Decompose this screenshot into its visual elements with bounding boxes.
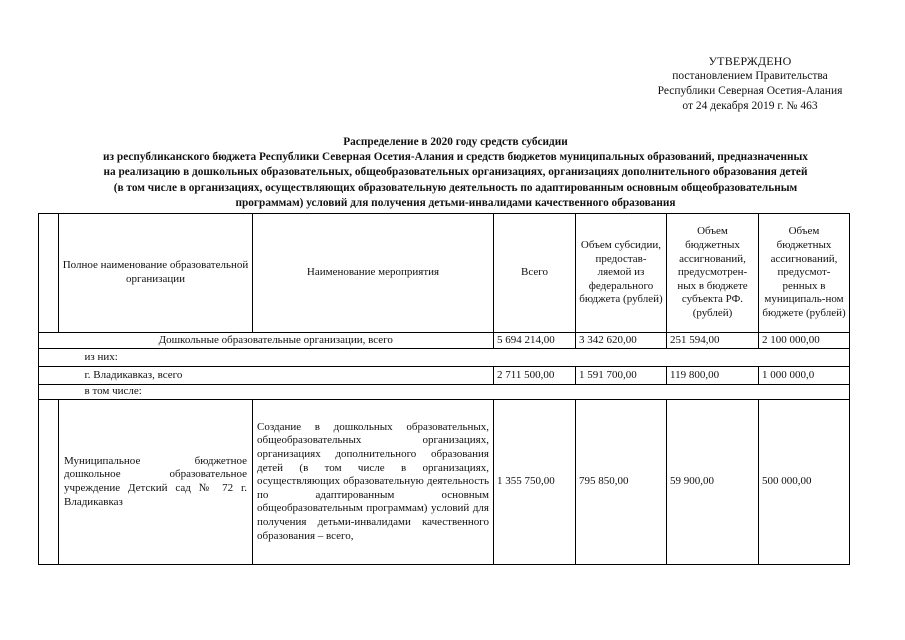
approval-line-1: постановлением Правительства — [672, 70, 828, 82]
distribution-table — [38, 213, 850, 565]
table-row-preschool-total — [39, 333, 850, 349]
institution-activity: Создание в дошкольных образовательных, общеобразовательных организациях, организациях дополнительного образования детей (в том числе в организациях, осуществляющих образовательную деятельность по адаптированным основным общеобразовательным программам) условий для получения детьми-инвалидами качественного образования – всего, — [253, 400, 494, 565]
spacer-cell — [39, 349, 59, 367]
header-federal: Объем субсидии, предостав-ляемой из федерального бюджета (рублей) — [576, 214, 667, 333]
preschool-total-label: Дошкольные образовательные организации, всего — [59, 333, 494, 349]
document-title — [38, 135, 873, 211]
preschool-total-municipal: 2 100 000,00 — [759, 333, 850, 349]
header-spacer-cell — [39, 214, 59, 333]
preschool-total-regional: 251 594,00 — [667, 333, 759, 349]
vladikavkaz-regional: 119 800,00 — [667, 367, 759, 385]
document-title-line-2: из республиканского бюджета Республики Северная Осетия-Алания и средств бюджетов муниципальных образований, предназначенных — [103, 151, 808, 164]
spacer-cell — [39, 367, 59, 385]
document-title-line-4: (в том числе в организациях, осуществляющих образовательную деятельность по адаптированным основным общеобразовательным — [113, 181, 798, 194]
table-row-institution — [39, 400, 850, 565]
institution-total: 1 355 750,00 — [494, 400, 576, 565]
approval-block — [620, 54, 880, 114]
document-title-line-3: на реализацию в дошкольных образовательных, общеобразовательных организациях, организациях дополнительного образования детей — [103, 166, 808, 179]
spacer-cell — [39, 400, 59, 565]
table-row-including — [39, 385, 850, 400]
preschool-total-federal: 3 342 620,00 — [576, 333, 667, 349]
header-municipal: Объем бюджетных ассигнований, предусмот-ренных в муниципаль-ном бюджете (рублей) — [759, 214, 850, 333]
table-header-row — [39, 214, 850, 333]
institution-federal: 795 850,00 — [576, 400, 667, 565]
vladikavkaz-label: г. Владикавказ, всего — [59, 367, 494, 385]
including-label: в том числе: — [59, 385, 850, 400]
of-which-label: из них: — [59, 349, 850, 367]
table-row-of-which — [39, 349, 850, 367]
approval-line-2: Республики Северная Осетия-Алания — [657, 85, 843, 97]
header-regional: Объем бюджетных ассигнований, предусмотрен-ных в бюджете субъекта РФ. (рублей) — [667, 214, 759, 333]
preschool-total-sum: 5 694 214,00 — [494, 333, 576, 349]
vladikavkaz-municipal: 1 000 000,0 — [759, 367, 850, 385]
spacer-cell — [39, 385, 59, 400]
institution-municipal: 500 000,00 — [759, 400, 850, 565]
table-row-vladikavkaz — [39, 367, 850, 385]
approval-line-3: от 24 декабря 2019 г. № 463 — [682, 100, 818, 112]
spacer-cell — [39, 333, 59, 349]
institution-regional: 59 900,00 — [667, 400, 759, 565]
approval-title: УТВЕРЖДЕНО — [708, 54, 792, 68]
institution-name: Муниципальное бюджетное дошкольное образовательное учреждение Детский сад № 72 г. Владикавказ — [59, 400, 253, 565]
vladikavkaz-total: 2 711 500,00 — [494, 367, 576, 385]
header-org-name: Полное наименование образовательной организации — [59, 214, 253, 333]
vladikavkaz-federal: 1 591 700,00 — [576, 367, 667, 385]
header-total: Всего — [494, 214, 576, 333]
header-activity: Наименование мероприятия — [253, 214, 494, 333]
document-title-line-5: программам) условий для получения детьми-инвалидами качественного образования — [235, 196, 676, 209]
document-title-line-1: Распределение в 2020 году средств субсидии — [343, 136, 568, 148]
